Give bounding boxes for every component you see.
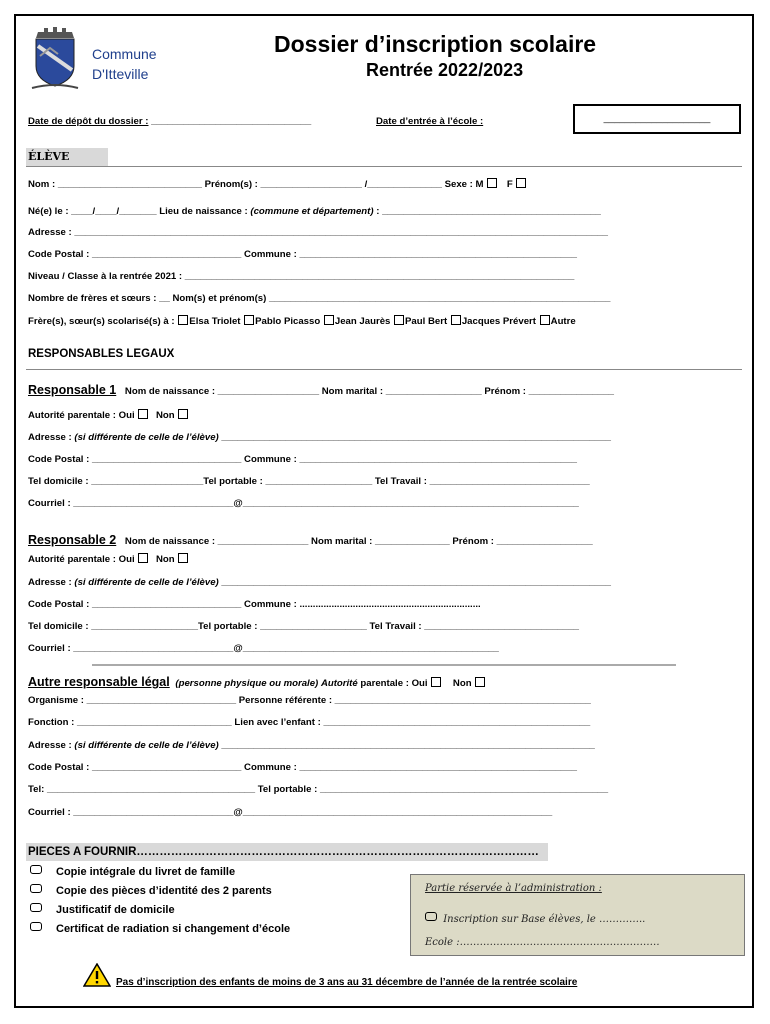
ecole-checkbox-0[interactable] xyxy=(178,315,188,325)
r2-autorite-label: Autorité parentale : Oui xyxy=(28,554,135,565)
r1-adresse-hint: (si différente de celle de l’élève) xyxy=(74,432,219,443)
autre-adresse-label: Adresse : xyxy=(28,740,72,751)
admin-inscription-label: Inscription sur Base élèves, le ………….. xyxy=(443,914,646,925)
page-subtitle: Rentrée 2022/2023 xyxy=(366,60,524,80)
sexe-m-checkbox[interactable] xyxy=(487,178,497,188)
ecole-label-0: Elsa Triolet xyxy=(189,316,241,327)
autre-non-checkbox[interactable] xyxy=(475,677,485,687)
entree-label: Date d’entrée à l’école : xyxy=(376,116,484,127)
ecole-label-5: Autre xyxy=(550,316,576,327)
r2-title: Responsable 2 xyxy=(28,533,117,547)
ecole-checkbox-1[interactable] xyxy=(244,315,254,325)
r1-adresse-blank[interactable]: _________________________________________________________________________ xyxy=(221,432,611,443)
r2-adresse-label: Adresse : xyxy=(28,577,72,588)
r2-tel[interactable]: Tel domicile : ____________________Tel portable : ____________________ Tel Travail : _____________________________ xyxy=(28,621,580,632)
autre-title: Autre responsable légal xyxy=(28,675,170,689)
commune-name-line2: D'Itteville xyxy=(92,66,149,82)
entree-box-blank: ____________________ xyxy=(603,113,711,124)
page-title: Dossier d’inscription scolaire xyxy=(274,31,597,57)
r1-courriel[interactable]: Courriel : ______________________________@_______________________________________________________________ xyxy=(28,498,579,509)
autre-fonction[interactable]: Fonction : _____________________________ Lien avec l’enfant : __________________________________________________ xyxy=(28,717,591,728)
lieu-hint: (commune et département) xyxy=(250,206,374,217)
autre-courriel[interactable]: Courriel : ______________________________@__________________________________________________________ xyxy=(28,807,553,818)
piece-item-3[interactable] xyxy=(30,922,290,935)
r1-adresse-row xyxy=(28,432,611,443)
eleve-freres[interactable]: Nombre de frères et sœurs : __ Nom(s) et prénom(s) ________________________________________________________________ xyxy=(28,293,611,304)
piece-label-3: Certificat de radiation si changement d’école xyxy=(56,923,291,935)
depot-blank[interactable]: ______________________________ xyxy=(151,116,312,127)
piece-item-1[interactable] xyxy=(30,884,272,897)
autre-oui-checkbox[interactable] xyxy=(431,677,441,687)
piece-checkbox-2[interactable] xyxy=(30,903,42,912)
warning-icon xyxy=(83,963,111,992)
sexe-f-checkbox[interactable] xyxy=(516,178,526,188)
r2-separator xyxy=(92,664,676,666)
r2-oui-checkbox[interactable] xyxy=(138,553,148,563)
r2-non-label: Non xyxy=(155,554,175,565)
ecole-label-2: Jean Jaurès xyxy=(334,316,391,327)
autre-autorite-rest: parentale : Oui xyxy=(360,678,428,689)
eleve-adresse[interactable]: Adresse : ____________________________________________________________________________________________________ xyxy=(28,227,608,238)
piece-item-2[interactable] xyxy=(30,903,175,916)
r2-autorite-row xyxy=(28,553,189,565)
autre-adresse-row xyxy=(28,740,595,751)
admin-ecole[interactable]: Ecole :…………………………………………………… xyxy=(425,937,660,948)
depot-label: Date de dépôt du dossier : xyxy=(28,116,149,127)
autre-adresse-hint: (si différente de celle de l’élève) xyxy=(74,740,219,751)
commune-logo xyxy=(28,26,82,92)
r2-title-row xyxy=(28,533,593,547)
nom-line[interactable]: Nom : ___________________________ Prénom(s) : ___________________ /______________ Sexe : M xyxy=(28,179,484,190)
r2-adresse-blank[interactable]: _________________________________________________________________________ xyxy=(221,577,611,588)
nom-row xyxy=(28,178,527,190)
autre-tel[interactable]: Tel: _______________________________________ Tel portable : ______________________________________________________ xyxy=(28,784,609,795)
eleve-cp-commune[interactable]: Code Postal : ____________________________ Commune : ____________________________________________________ xyxy=(28,249,577,260)
autre-cp-commune[interactable]: Code Postal : ____________________________ Commune : ____________________________________________________ xyxy=(28,762,577,773)
warning-text: Pas d’inscription des enfants de moins de 3 ans au 31 décembre de l’année de la rentrée scolaire xyxy=(116,977,578,988)
r2-courriel[interactable]: Courriel : ______________________________@________________________________________________ xyxy=(28,643,499,654)
ecole-label-1: Pablo Picasso xyxy=(255,316,321,327)
eleve-heading: ÉLÈVE xyxy=(26,148,108,166)
scolarise-label: Frère(s), sœur(s) scolarisé(s) à : xyxy=(28,316,175,327)
eleve-niveau[interactable]: Niveau / Classe à la rentrée 2021 : _________________________________________________________________________ xyxy=(28,271,575,282)
autre-autorite-it: Autorité xyxy=(320,678,358,689)
ecole-label-4: Jacques Prévert xyxy=(461,316,536,327)
entree-box[interactable] xyxy=(573,104,741,134)
r1-adresse-label: Adresse : xyxy=(28,432,72,443)
admin-inscription-row xyxy=(425,912,645,925)
ecole-label-3: Paul Bert xyxy=(405,316,448,327)
ecole-checkbox-3[interactable] xyxy=(394,315,404,325)
piece-checkbox-0[interactable] xyxy=(30,865,42,874)
ecole-checkbox-4[interactable] xyxy=(451,315,461,325)
r2-cp-commune[interactable]: Code Postal : ____________________________ Commune : .................................................................... xyxy=(28,599,481,610)
admin-title: Partie réservée à l’administration : xyxy=(425,883,602,894)
r1-autorite-label: Autorité parentale : Oui xyxy=(28,410,135,421)
piece-label-2: Justificatif de domicile xyxy=(56,904,175,916)
piece-checkbox-1[interactable] xyxy=(30,884,42,893)
sexe-f-label: F xyxy=(506,179,513,190)
r1-autorite-row xyxy=(28,409,189,421)
depot-row xyxy=(28,116,311,127)
r1-cp-commune[interactable]: Code Postal : ____________________________ Commune : ____________________________________________________ xyxy=(28,454,577,465)
piece-item-0[interactable] xyxy=(30,865,235,878)
autre-title-row xyxy=(28,675,486,689)
lieu-blank[interactable]: : _________________________________________ xyxy=(376,206,601,217)
r1-title-row xyxy=(28,383,614,397)
r2-adresse-hint: (si différente de celle de l’élève) xyxy=(74,577,219,588)
r1-names[interactable]: Nom de naissance : ___________________ Nom marital : __________________ Prénom : ________________ xyxy=(124,386,615,397)
r1-non-label: Non xyxy=(155,410,175,421)
eleve-rule xyxy=(26,166,742,167)
piece-checkbox-3[interactable] xyxy=(30,922,42,931)
ecole-checkbox-5[interactable] xyxy=(540,315,550,325)
scolarise-row xyxy=(28,315,576,327)
admin-box xyxy=(410,874,745,956)
autre-organisme[interactable]: Organisme : ____________________________ Personne référente : ________________________________________________ xyxy=(28,695,591,706)
r2-non-checkbox[interactable] xyxy=(178,553,188,563)
responsables-rule xyxy=(26,369,742,370)
r2-adresse-row xyxy=(28,577,611,588)
autre-non-label: Non xyxy=(452,678,472,689)
r1-title: Responsable 1 xyxy=(28,383,117,397)
r1-oui-checkbox[interactable] xyxy=(138,409,148,419)
pieces-heading: PIECES A FOURNIR…………………………………………………………………………………………… xyxy=(26,843,548,861)
autre-adresse-blank[interactable]: ______________________________________________________________________ xyxy=(221,740,595,751)
r2-names[interactable]: Nom de naissance : _________________ Nom marital : ______________ Prénom : __________________ xyxy=(124,536,593,547)
ne-le-line[interactable]: Né(e) le : ____/____/_______ Lieu de naissance : xyxy=(28,206,248,217)
r1-non-checkbox[interactable] xyxy=(178,409,188,419)
piece-label-0: Copie intégrale du livret de famille xyxy=(56,866,236,878)
autre-hint: (personne physique ou morale) xyxy=(175,678,319,689)
ne-le-row xyxy=(28,206,601,217)
admin-inscription-checkbox[interactable] xyxy=(425,912,437,921)
ecole-checkbox-2[interactable] xyxy=(324,315,334,325)
commune-name-line1: Commune xyxy=(92,46,157,62)
responsables-heading: RESPONSABLES LEGAUX xyxy=(28,348,175,360)
piece-label-1: Copie des pièces d’identité des 2 parents xyxy=(56,885,272,897)
r1-tel[interactable]: Tel domicile : _____________________Tel portable : ____________________ Tel Travail : ______________________________ xyxy=(28,476,590,487)
